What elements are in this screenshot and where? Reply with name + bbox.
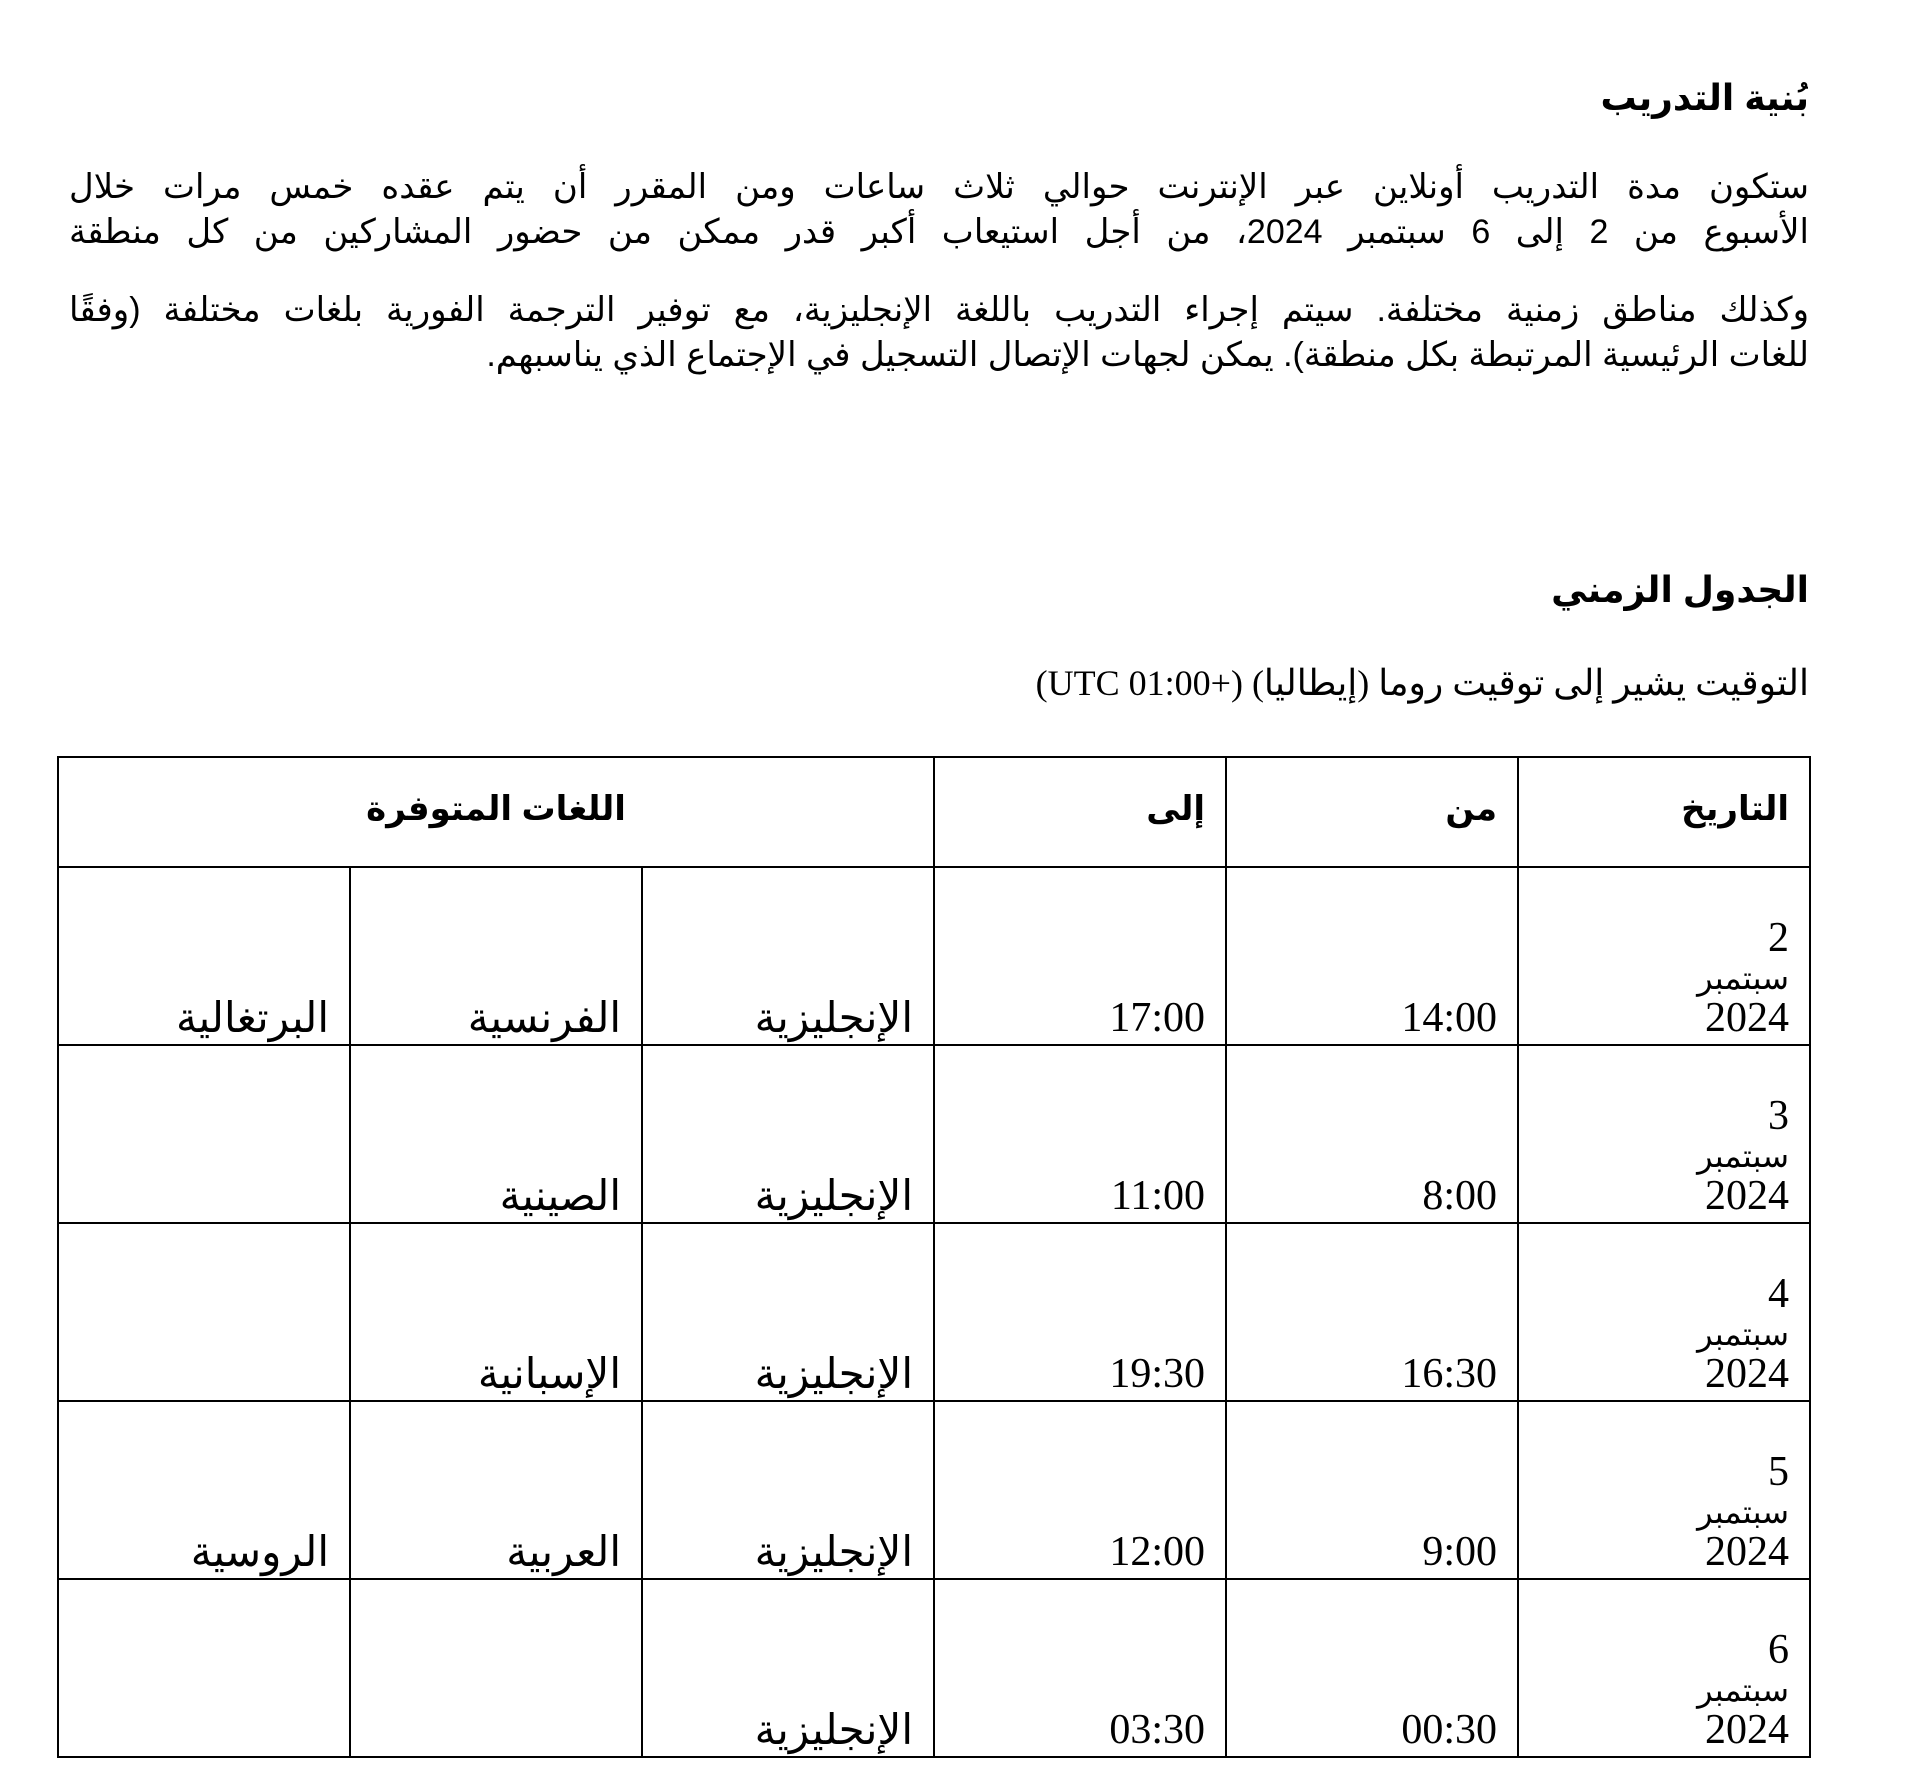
date-day: 5: [1768, 1449, 1790, 1495]
date-month: سبتمبر: [1697, 1494, 1790, 1530]
language-cell: [350, 1579, 642, 1757]
language-cell: الإنجليزية: [642, 1401, 934, 1579]
header-languages: اللغات المتوفرة: [58, 757, 934, 867]
date-day: 6: [1768, 1627, 1790, 1673]
paragraph-line: للغات الرئيسية المرتبطة بكل منطقة). يمكن لجهات الإتصال التسجيل في الإجتماع الذي يناسبهم.: [486, 336, 1809, 374]
date-cell: [1518, 867, 1810, 1045]
to-time-cell: 03:30: [934, 1579, 1226, 1757]
table-row: [58, 1045, 1810, 1223]
date-cell: [1518, 1045, 1810, 1223]
schedule-table: [57, 756, 1811, 1758]
paragraph-line: الأسبوع من 2 إلى 6 سبتمبر 2024، من أجل استيعاب أكبر قدر ممكن من حضور المشاركين من كل منطقة: [69, 213, 1809, 251]
header-from: من: [1226, 757, 1518, 867]
language-cell: الإنجليزية: [642, 867, 934, 1045]
language-cell: [58, 1045, 350, 1223]
language-cell: الروسية: [58, 1401, 350, 1579]
date-month: سبتمبر: [1697, 1138, 1790, 1174]
language-cell: البرتغالية: [58, 867, 350, 1045]
language-cell: الإنجليزية: [642, 1045, 934, 1223]
language-cell: الإسبانية: [350, 1223, 642, 1401]
language-cell: [58, 1223, 350, 1401]
paragraph-line: وكذلك مناطق زمنية مختلفة. سيتم إجراء التدريب باللغة الإنجليزية، مع توفير الترجمة الفورية بلغات مختلفة (وفقًا: [69, 291, 1809, 329]
from-time-cell: 16:30: [1226, 1223, 1518, 1401]
date-cell: [1518, 1401, 1810, 1579]
from-time-cell: 8:00: [1226, 1045, 1518, 1223]
date-cell: [1518, 1223, 1810, 1401]
date-year: 2024: [1705, 995, 1790, 1041]
to-time-cell: 19:30: [934, 1223, 1226, 1401]
date-cell: [1518, 1579, 1810, 1757]
table-row: [58, 1223, 1810, 1401]
date-day: 2: [1768, 915, 1790, 961]
language-cell: الإنجليزية: [642, 1579, 934, 1757]
schedule-table-body: [58, 867, 1810, 1757]
date-year: 2024: [1705, 1351, 1790, 1397]
date-month: سبتمبر: [1697, 1316, 1790, 1352]
timezone-note: التوقيت يشير إلى توقيت روما (إيطاليا) (+01:00 UTC): [1035, 663, 1809, 703]
training-structure-heading: بُنية التدريب: [1600, 77, 1809, 118]
paragraph-line: ستكون مدة التدريب أونلاين عبر الإنترنت حوالي ثلاث ساعات ومن المقرر أن يتم عقده خمس مرات خلال: [69, 168, 1809, 206]
date-year: 2024: [1705, 1707, 1790, 1753]
language-cell: الفرنسية: [350, 867, 642, 1045]
from-time-cell: 00:30: [1226, 1579, 1518, 1757]
training-structure-paragraph: [69, 165, 1809, 378]
language-cell: العربية: [350, 1401, 642, 1579]
schedule-heading: الجدول الزمني: [1551, 569, 1809, 610]
language-cell: الإنجليزية: [642, 1223, 934, 1401]
from-time-cell: 14:00: [1226, 867, 1518, 1045]
header-to: إلى: [934, 757, 1226, 867]
date-day: 4: [1768, 1271, 1790, 1317]
to-time-cell: 17:00: [934, 867, 1226, 1045]
table-row: [58, 867, 1810, 1045]
from-time-cell: 9:00: [1226, 1401, 1518, 1579]
to-time-cell: 11:00: [934, 1045, 1226, 1223]
header-date: التاريخ: [1518, 757, 1810, 867]
table-row: [58, 1579, 1810, 1757]
date-year: 2024: [1705, 1529, 1790, 1575]
language-cell: الصينية: [350, 1045, 642, 1223]
date-month: سبتمبر: [1697, 1672, 1790, 1708]
date-day: 3: [1768, 1093, 1790, 1139]
table-header-row: [58, 757, 1810, 867]
language-cell: [58, 1579, 350, 1757]
table-row: [58, 1401, 1810, 1579]
date-year: 2024: [1705, 1173, 1790, 1219]
date-month: سبتمبر: [1697, 960, 1790, 996]
to-time-cell: 12:00: [934, 1401, 1226, 1579]
